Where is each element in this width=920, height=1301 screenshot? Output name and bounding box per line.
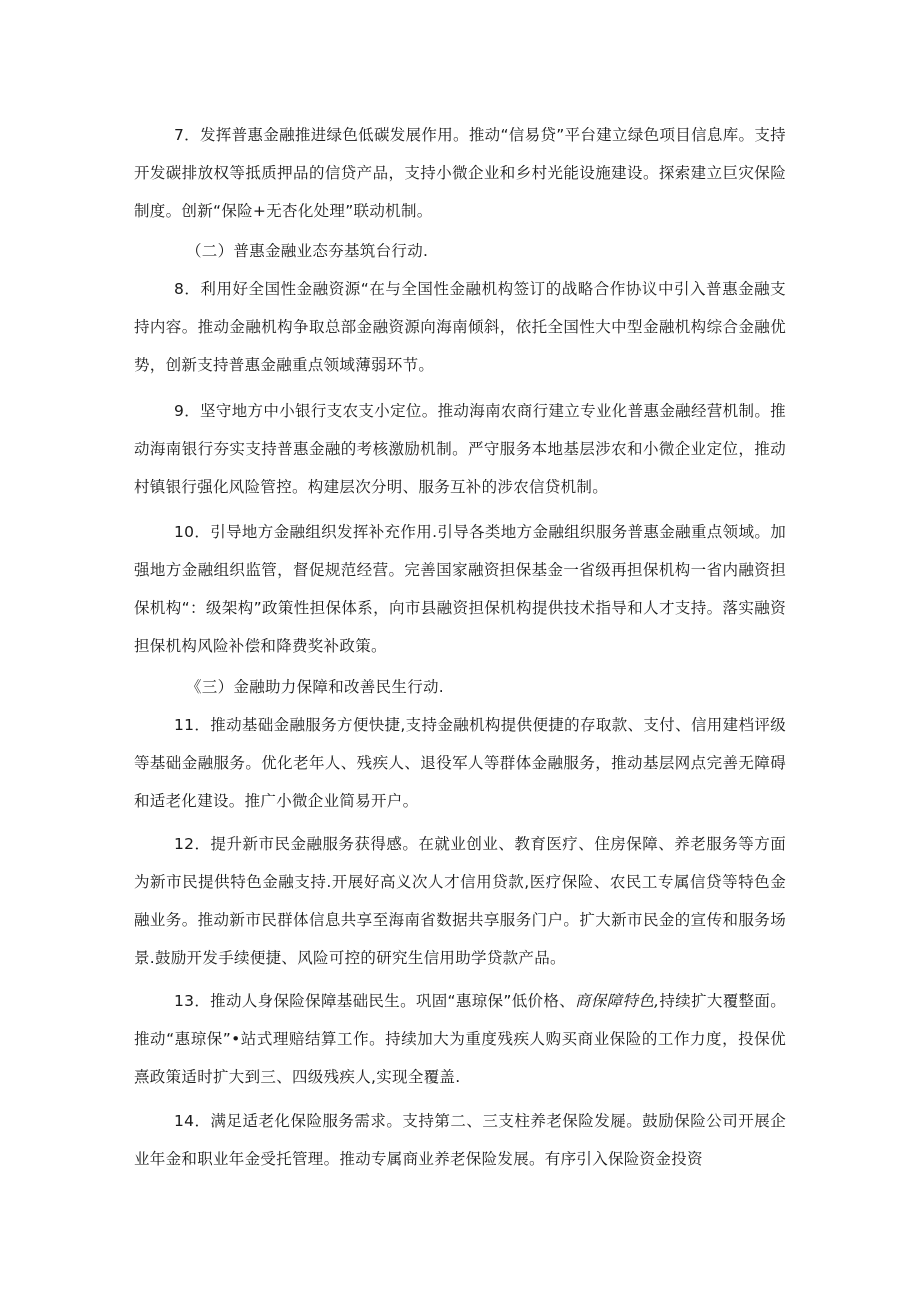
- paragraph-13-end: 持续扩大覆整面。推动“惠琼保”•站式理赔结算工作。持续加大为重度残疾人购买商业保险的工作力度，投保优熹政策适时扩大到三、四级残疾人,实现全覆盖.: [134, 992, 786, 1086]
- paragraph-12: 12．提升新市民金融服务获得感。在就业创业、教育医疗、住房保障、养老服务等方面为新市民提供特色金融支持.开展好高义次人才信用贷款,医疗保险、农民工专属信贷等特色金融业务。推动新市民群体信息共享至海南省数据共享服务门户。扩大新市民金的宣传和服务场景.鼓励开发手续便捷、风险可控的研究生信用助学贷款产品。: [134, 835, 786, 967]
- paragraph-11: 11．推动基础金融服务方便快捷,支持金融机构提供便捷的存取款、支付、信用建档评级等基础金融服务。优化老年人、残疾人、退役军人等群体金融服务，推动基层网点完善无障碍和适老化建设。推广小微企业简易开户。: [134, 716, 786, 810]
- paragraph-13: [134, 982, 786, 1096]
- paragraph-10: 10．引导地方金融组织发挥补充作用.引导各类地方金融组织服务普惠金融重点领域。加强地方金融组织监管，督促规范经营。完善国家融资担保基金一省级再担保机构一省内融资担保机构“：级架构”政策性担保体系，向市县融资担保机构提供技术指导和人才支持。落实融资担保机构风险补偿和降费奖补政策。: [134, 523, 786, 655]
- section-heading-2: （二）普惠金融业态夯基筑台行动.: [186, 242, 429, 260]
- paragraph-13-italic: 商保障特色,: [575, 992, 660, 1010]
- paragraph-8: 8．利用好全国性金融资源“在与全国性金融机构签订的战略合作协议中引入普惠金融支持内容。推动金融机构争取总部金融资源向海南倾斜，依托全国性大中型金融机构综合金融优势，创新支持普惠金融重点领域薄弱环节。: [134, 280, 786, 374]
- paragraph-7: 7．发挥普惠金融推进绿色低碳发展作用。推动“信易贷”平台建立绿色项目信息库。支持开发碳排放权等抵质押品的信贷产品，支持小微企业和乡村光能设施建设。探索建立巨灾保险制度。创新“保险+无杏化处理”联动机制。: [134, 126, 786, 220]
- paragraph-13-start: 13．推动人身保险保障基础民生。巩固“惠琼保”低价格、: [174, 992, 576, 1010]
- paragraph-9: 9．坚守地方中小银行支农支小定位。推动海南农商行建立专业化普惠金融经营机制。推动海南银行夯实支持普惠金融的考核激励机制。严守服务本地基层涉农和小微企业定位，推动村镇银行强化风险管控。构建层次分明、服务互补的涉农信贷机制。: [134, 402, 786, 496]
- paragraph-14: 14．满足适老化保险服务需求。支持第二、三支柱养老保险发屣。鼓励保险公司开展企业年金和职业年金受托管理。推动专属商业养老保险发展。有序引入保险资金投资: [134, 1112, 786, 1168]
- section-heading-3: 《三）金融助力保障和改善民生行动.: [186, 678, 445, 696]
